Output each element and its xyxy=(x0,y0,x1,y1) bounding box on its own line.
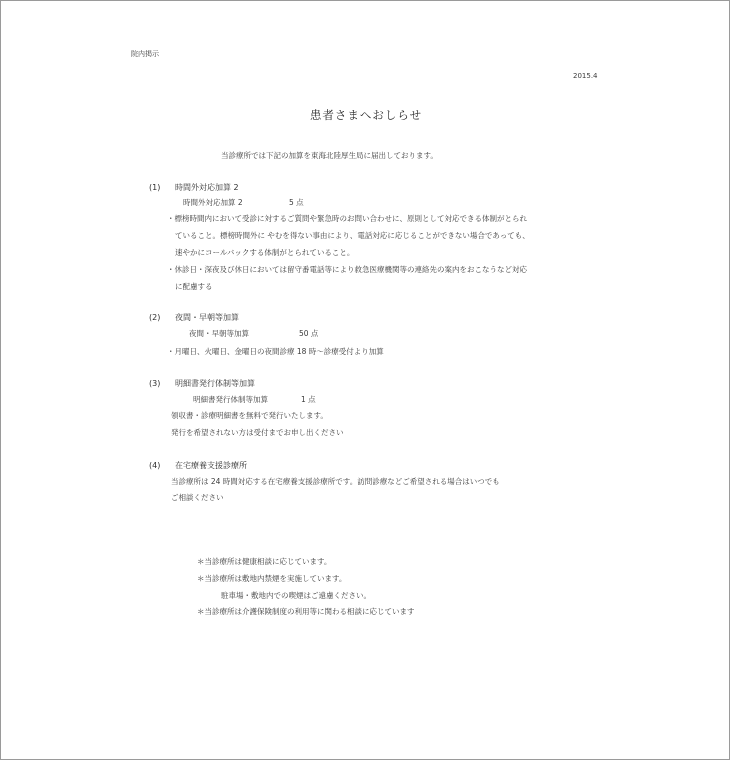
intro-text: 当診療所では下記の加算を東海北陸厚生局に届出しております。 xyxy=(221,151,438,160)
note-4: ＊当診療所は介護保険制度の利用等に関わる相談に応じています xyxy=(197,607,415,616)
note-3: 駐車場・敷地内での喫煙はご遠慮ください。 xyxy=(221,591,371,600)
section-1-line-5: に配慮する xyxy=(175,282,213,291)
section-1-line-1: ・標榜時間内において受診に対するご質問や緊急時のお問い合わせに、原則として対応できる体制がとられ xyxy=(167,214,527,223)
section-1-heading: 時間外対応加算 2 xyxy=(175,183,239,192)
section-2-points: 50 点 xyxy=(299,329,319,338)
note-1: ＊当診療所は健康相談に応じています。 xyxy=(197,557,332,566)
section-1-line-4: ・休診日・深夜及び休日においては留守番電話等により救急医療機関等の連絡先の案内をおこなうなど対応 xyxy=(167,265,527,274)
section-4-line-2: ご相談ください xyxy=(171,493,224,502)
section-3-line-2: 発行を希望されない方は受付までお申し出ください xyxy=(171,428,344,437)
section-2-line-1: ・月曜日、火曜日、金曜日の夜間診療 18 時〜診療受付より加算 xyxy=(167,347,384,356)
section-3-number: (3) xyxy=(149,379,161,388)
section-3-item: 明細書発行体制等加算 xyxy=(193,395,268,404)
section-2-heading: 夜間・早朝等加算 xyxy=(175,313,239,322)
section-3-heading: 明細書発行体制等加算 xyxy=(175,379,255,388)
section-3-line-1: 領収書・診療明細書を無料で発行いたします。 xyxy=(171,411,328,420)
document-date: 2015.4 xyxy=(573,72,598,80)
section-1-points: 5 点 xyxy=(289,198,304,207)
posted-label: 院内掲示 xyxy=(131,50,159,58)
section-4-heading: 在宅療養支援診療所 xyxy=(175,461,247,470)
section-2-item: 夜間・早朝等加算 xyxy=(189,329,249,338)
section-4-line-1: 当診療所は 24 時間対応する在宅療養支援診療所です。訪問診療などご希望される場合はいつでも xyxy=(171,477,500,486)
section-1-line-3: 速やかにコールバックする体制がとられていること。 xyxy=(175,248,355,257)
section-1-line-2: ていること。標榜時間外に やむを得ない事由により、電話対応に応じることができない場合であっても、 xyxy=(175,231,530,240)
page-title: 患者さまへおしらせ xyxy=(309,108,423,122)
section-3-points: 1 点 xyxy=(301,395,316,404)
section-2-number: (2) xyxy=(149,313,161,322)
section-1-item: 時間外対応加算 2 xyxy=(183,198,243,207)
section-1-number: (1) xyxy=(149,183,161,192)
note-2: ＊当診療所は敷地内禁煙を実施しています。 xyxy=(197,574,347,583)
section-4-number: (4) xyxy=(149,461,161,470)
